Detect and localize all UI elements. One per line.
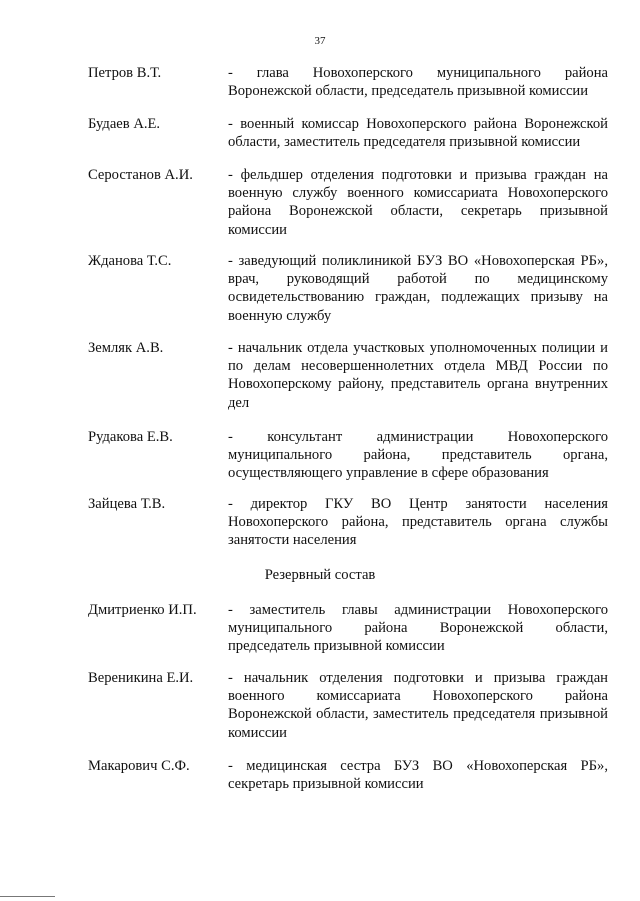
member-name: Петров В.Т. xyxy=(88,65,162,81)
reserve-name: Дмитриенко И.П. xyxy=(88,602,197,618)
page-number: 37 xyxy=(314,35,326,47)
member-role: - глава Новохоперского муниципального района Воронежской области, председатель призывной комиссии xyxy=(228,65,608,100)
reserve-entry xyxy=(88,757,608,793)
reserve-section-title: Резервный состав xyxy=(264,567,376,583)
reserve-entry xyxy=(88,601,608,656)
reserve-role: - медицинская сестра БУЗ ВО «Новохоперская РБ», секретарь призывной комиссии xyxy=(228,758,608,793)
member-entry xyxy=(88,166,608,239)
member-entry xyxy=(88,495,608,550)
member-entry xyxy=(88,64,608,100)
reserve-role: - начальник отделения подготовки и призыва граждан военного комиссариата Новохоперского района Воронежской области, заместитель председателя призывной комиссии xyxy=(228,670,608,741)
reserve-name: Вереникина Е.И. xyxy=(88,670,194,686)
member-role: - директор ГКУ ВО Центр занятости населения Новохоперского района, представитель органа службы занятости населения xyxy=(228,496,608,549)
member-name: Зайцева Т.В. xyxy=(88,496,166,512)
member-role: - заведующий поликлиникой БУЗ ВО «Новохоперская РБ», врач, руководящий работой по медицинскому освидетельствованию граждан, подлежащих призыву на военную службу xyxy=(228,253,608,324)
footer-rule xyxy=(0,896,55,897)
member-entry xyxy=(88,339,608,412)
member-entry xyxy=(88,115,608,151)
member-role: - консультант администрации Новохоперского муниципального района, представитель органа, осуществляющего управление в сфере образования xyxy=(228,429,608,482)
reserve-role: - заместитель главы администрации Новохоперского муниципального района Воронежской области, председатель призывной комиссии xyxy=(228,602,608,655)
member-name: Будаев А.Е. xyxy=(88,116,161,132)
member-name: Жданова Т.С. xyxy=(88,253,172,269)
reserve-entry xyxy=(88,669,608,742)
reserve-name: Макарович С.Ф. xyxy=(88,758,190,774)
member-entry xyxy=(88,428,608,483)
member-role: - фельдшер отделения подготовки и призыва граждан на военную службу военного комиссариата Новохоперского района Воронежской области, секретарь призывной комиссии xyxy=(228,167,608,238)
member-entry xyxy=(88,252,608,325)
member-name: Серостанов А.И. xyxy=(88,167,193,183)
member-name: Земляк А.В. xyxy=(88,340,164,356)
member-name: Рудакова Е.В. xyxy=(88,429,173,445)
member-role: - начальник отдела участковых уполномоченных полиции и по делам несовершеннолетних отдела МВД России по Новохоперскому району, представитель органа внутренних дел xyxy=(228,340,608,411)
member-role: - военный комиссар Новохоперского района Воронежской области, заместитель председателя призывной комиссии xyxy=(228,116,608,151)
